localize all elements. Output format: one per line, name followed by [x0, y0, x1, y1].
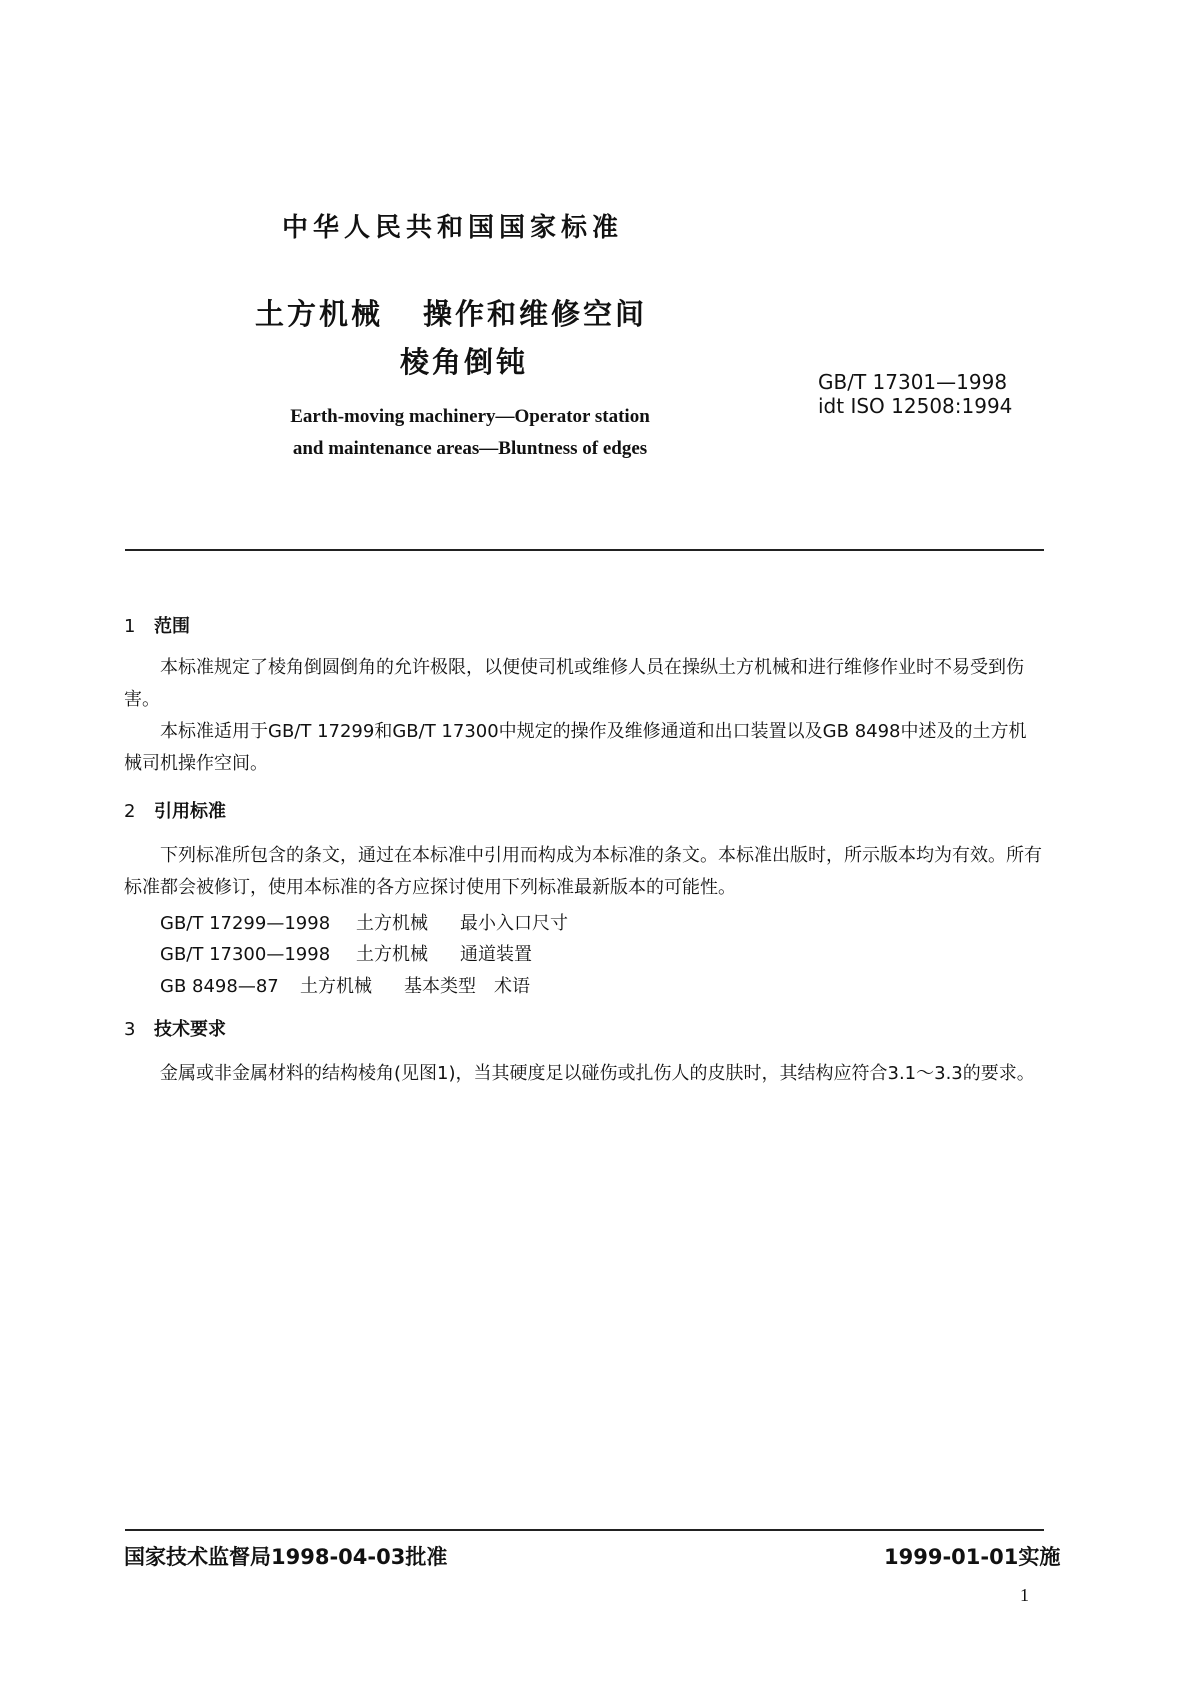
section-2-paragraph-1: 下列标准所包含的条文，通过在本标准中引用而构成为本标准的条文。本标准出版时，所示版本均为有效。所有标准都会被修订，使用本标准的各方应探讨使用下列标准最新版本的可能性。 [124, 845, 1042, 898]
standard-code-block [818, 370, 1012, 418]
national-standard-heading: 中华人民共和国国家标准 [282, 213, 624, 243]
header-divider [125, 549, 1044, 551]
page-number: 1 [1020, 1585, 1029, 1605]
section-2-number: 2 [124, 801, 136, 822]
section-1-title: 范围 [154, 616, 190, 637]
title-zh-line2: 棱角倒钝 [400, 345, 529, 379]
reference-title: 通道装置 [460, 944, 532, 965]
section-3-heading [124, 1015, 226, 1041]
reference-code: GB/T 17300—1998 [160, 944, 331, 965]
reference-title: 最小入口尺寸 [460, 913, 568, 934]
reference-subject: 土方机械 [356, 913, 428, 934]
approval-date: 国家技术监督局1998-04-03批准 [124, 1545, 448, 1569]
section-3-title: 技术要求 [154, 1019, 226, 1040]
section-3-number: 3 [124, 1019, 136, 1040]
section-1-paragraph-2: 本标准适用于GB/T 17299和GB/T 17300中规定的操作及维修通道和出口装置以及GB 8498中述及的土方机械司机操作空间。 [124, 721, 1027, 774]
reference-title: 基本类型 术语 [404, 976, 530, 997]
section-3-paragraph-1: 金属或非金属材料的结构棱角(见图1)，当其硬度足以碰伤或扎伤人的皮肤时，其结构应符合3.1～3.3的要求。 [160, 1063, 1035, 1084]
reference-item [160, 940, 532, 966]
reference-code: GB 8498—87 [160, 976, 279, 997]
standard-code: GB/T 17301—1998 [818, 370, 1008, 394]
reference-code: GB/T 17299—1998 [160, 913, 331, 934]
title-en: Earth-moving machinery—Operator station and maintenance areas—Bluntness of edges [290, 406, 650, 459]
section-1-heading [124, 612, 190, 638]
reference-item [160, 972, 530, 998]
section-1-paragraph-1: 本标准规定了棱角倒圆倒角的允许极限，以便使司机或维修人员在操纵土方机械和进行维修作业时不易受到伤害。 [124, 657, 1024, 710]
title-zh-line1 [255, 292, 647, 333]
section-2-heading [124, 797, 226, 823]
reference-subject: 土方机械 [356, 944, 428, 965]
section-1-number: 1 [124, 616, 136, 637]
title-zh-part1: 土方机械 [255, 297, 384, 331]
reference-item [160, 909, 568, 935]
footer-divider [125, 1529, 1044, 1531]
title-zh-part2: 操作和维修空间 [423, 297, 648, 331]
idt-code: idt ISO 12508:1994 [818, 394, 1013, 418]
implementation-date: 1999-01-01实施 [884, 1545, 1061, 1569]
reference-subject: 土方机械 [300, 976, 372, 997]
section-2-title: 引用标准 [154, 801, 226, 822]
